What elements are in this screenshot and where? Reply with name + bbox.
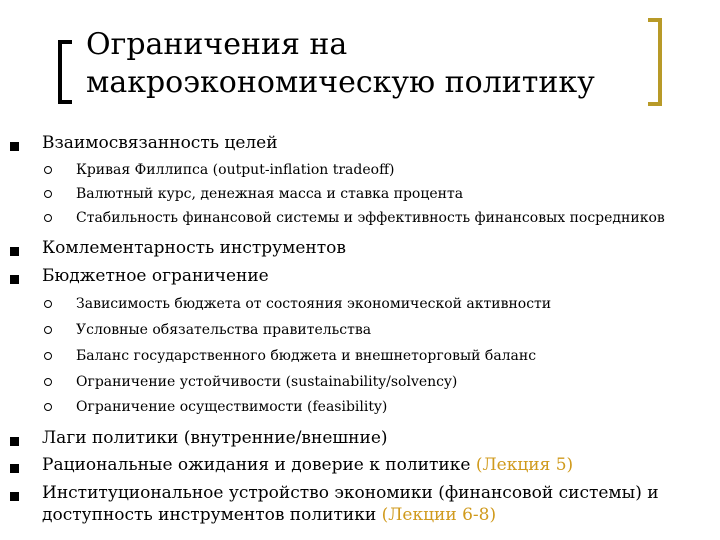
subitem-contingent-liabilities: Условные обязательства правительства: [76, 322, 372, 338]
bullet-ring-icon: [44, 352, 52, 360]
subitem-budget-dependence: Зависимость бюджета от состояния экономической активности: [76, 296, 552, 312]
title-line-1: Ограничения на: [86, 27, 348, 62]
title-bracket-left: [58, 40, 72, 104]
lecture-reference: (Лекция 5): [475, 455, 574, 475]
bullet-square-icon: [10, 275, 19, 284]
title-line-2: макроэкономическую политику: [86, 65, 595, 100]
bullet-square-icon: [10, 437, 19, 446]
bullet-square-icon: [10, 247, 19, 256]
subitem-phillips: Кривая Филлипса (output-inflation tradeoff): [76, 162, 395, 178]
list-item-goals: Взаимосвязанность целей: [42, 133, 278, 153]
bullet-ring-icon: [44, 378, 52, 386]
item-text: Рациональные ожидания и доверие к политике: [42, 455, 476, 475]
bullet-square-icon: [10, 464, 19, 473]
bullet-square-icon: [10, 492, 19, 501]
subitem-sustainability: Ограничение устойчивости (sustainability/solvency): [76, 374, 458, 390]
bullet-ring-icon: [44, 166, 52, 174]
subitem-feasibility: Ограничение осуществимости (feasibility): [76, 399, 388, 415]
bullet-ring-icon: [44, 326, 52, 334]
bullet-ring-icon: [44, 214, 52, 222]
list-item-institutional: [42, 482, 682, 526]
list-item-rational-expectations: [42, 454, 573, 476]
bullet-square-icon: [10, 142, 19, 151]
item-text: Институциональное устройство экономики (финансовой системы) и доступность инструментов политики: [42, 483, 659, 525]
bullet-ring-icon: [44, 190, 52, 198]
slide-title: [86, 26, 646, 102]
subitem-exchange-rate: Валютный курс, денежная масса и ставка процента: [76, 186, 464, 202]
subitem-financial-stability: Стабильность финансовой системы и эффективность финансовых посредников: [76, 210, 665, 226]
list-item-complementarity: Комлементарность инструментов: [42, 238, 346, 258]
list-item-policy-lags: Лаги политики (внутренние/внешние): [42, 428, 388, 448]
bullet-ring-icon: [44, 300, 52, 308]
subitem-budget-balance: Баланс государственного бюджета и внешнеторговый баланс: [76, 348, 537, 364]
title-bracket-right: [648, 18, 662, 106]
lecture-reference: (Лекции 6-8): [381, 505, 497, 525]
list-item-budget-constraint: Бюджетное ограничение: [42, 266, 269, 286]
bullet-ring-icon: [44, 403, 52, 411]
